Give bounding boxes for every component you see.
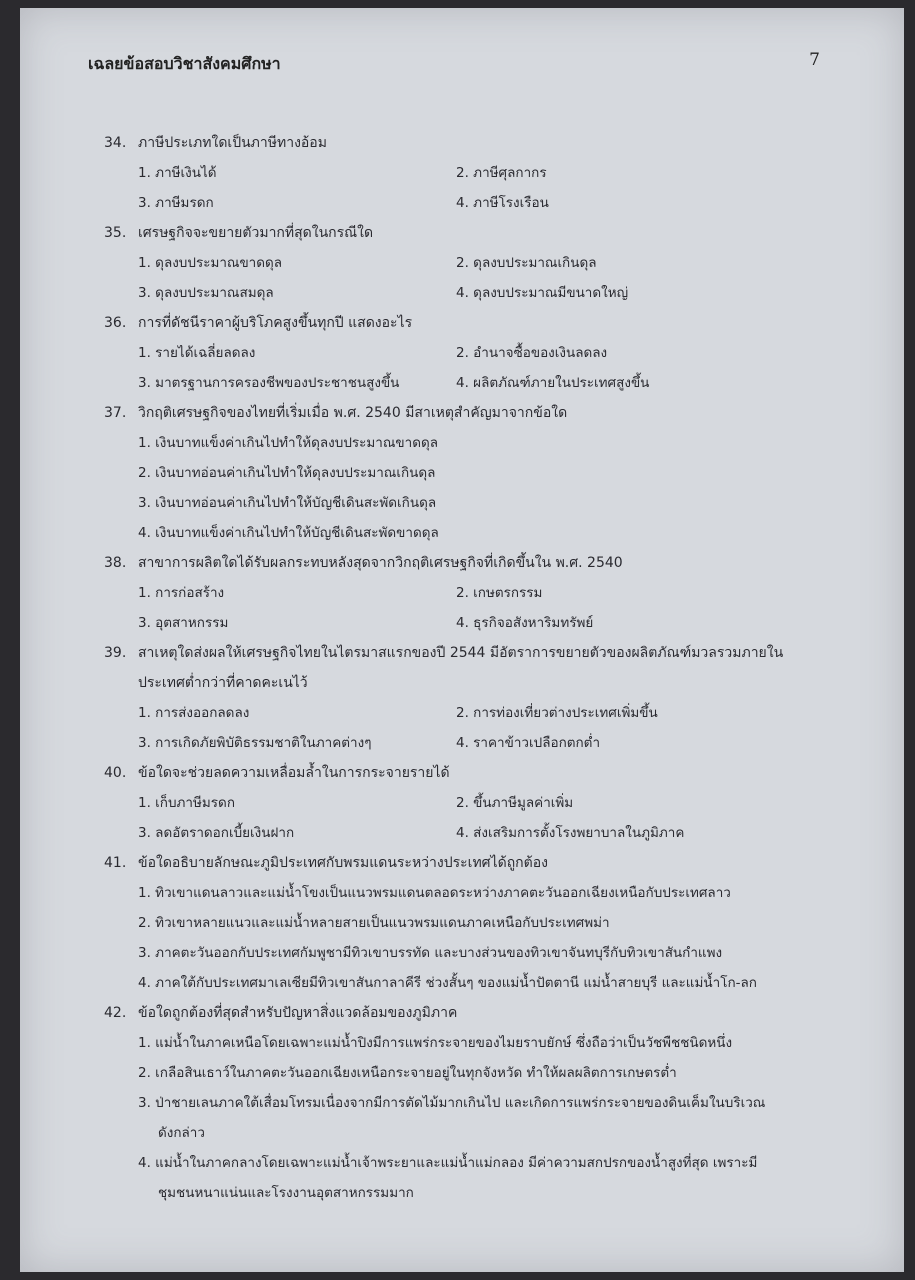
option-3: 3. ภาคตะวันออกกับประเทศกัมพูชามีทิวเขาบรรทัด และบางส่วนของทิวเขาจันทบุรีกับทิวเขาสันกำแพง [138, 945, 723, 961]
question-41 [104, 848, 844, 998]
question-number: 37. [104, 405, 127, 421]
question-text: ข้อใดถูกต้องที่สุดสำหรับปัญหาสิ่งแวดล้อมของภูมิภาค [138, 1005, 458, 1021]
option-1: 1. ทิวเขาแดนลาวและแม่น้ำโขงเป็นแนวพรมแดนตลอดระหว่างภาคตะวันออกเฉียงเหนือกับประเทศลาว [138, 885, 731, 901]
option-1: 1. การส่งออกลดลง [138, 705, 250, 721]
option-3: 3. อุตสาหกรรม [138, 615, 229, 631]
option-4: 4. ธุรกิจอสังหาริมทรัพย์ [456, 615, 594, 631]
question-number: 35. [104, 225, 127, 241]
option-2: 2. เงินบาทอ่อนค่าเกินไปทำให้ดุลงบประมาณเกินดุล [138, 465, 436, 481]
question-36 [104, 308, 844, 398]
question-number: 42. [104, 1005, 127, 1021]
question-text: เศรษฐกิจจะขยายตัวมากที่สุดในกรณีใด [138, 225, 374, 241]
option-4: 4. ภาคใต้กับประเทศมาเลเซียมีทิวเขาสันกาลาคีรี ช่วงสั้นๆ ของแม่น้ำปัตตานี แม่น้ำสายบุรี และแม่น้ำโก-ลก [138, 975, 757, 991]
page-header [88, 52, 820, 82]
question-list [104, 128, 844, 1208]
option-1: 1. รายได้เฉลี่ยลดลง [138, 345, 256, 361]
option-2: 2. ขึ้นภาษีมูลค่าเพิ่ม [456, 795, 574, 811]
option-3-continued: ดังกล่าว [158, 1125, 205, 1141]
option-4: 4. ดุลงบประมาณมีขนาดใหญ่ [456, 285, 629, 301]
question-text: ข้อใดอธิบายลักษณะภูมิประเทศกับพรมแดนระหว่างประเทศได้ถูกต้อง [138, 855, 548, 871]
header-title: เฉลยข้อสอบวิชาสังคมศึกษา [88, 54, 281, 73]
question-number: 41. [104, 855, 127, 871]
option-3: 3. การเกิดภัยพิบัติธรรมชาติในภาคต่างๆ [138, 735, 372, 751]
question-number: 40. [104, 765, 127, 781]
option-4: 4. ราคาข้าวเปลือกตกต่ำ [456, 735, 601, 751]
option-1: 1. เงินบาทแข็งค่าเกินไปทำให้ดุลงบประมาณขาดดุล [138, 435, 439, 451]
option-3: 3. ดุลงบประมาณสมดุล [138, 285, 274, 301]
question-40 [104, 758, 844, 848]
question-37 [104, 398, 844, 548]
question-text: ภาษีประเภทใดเป็นภาษีทางอ้อม [138, 135, 327, 151]
question-38 [104, 548, 844, 638]
option-3: 3. เงินบาทอ่อนค่าเกินไปทำให้บัญชีเดินสะพัดเกินดุล [138, 495, 437, 511]
option-4: 4. เงินบาทแข็งค่าเกินไปทำให้บัญชีเดินสะพัดขาดดุล [138, 525, 439, 541]
option-4: 4. ส่งเสริมการตั้งโรงพยาบาลในภูมิภาค [456, 825, 685, 841]
question-number: 39. [104, 645, 127, 661]
question-text: วิกฤติเศรษฐกิจของไทยที่เริ่มเมื่อ พ.ศ. 2540 มีสาเหตุสำคัญมาจากข้อใด [138, 405, 568, 421]
option-1: 1. การก่อสร้าง [138, 585, 225, 601]
option-3: 3. มาตรฐานการครองชีพของประชาชนสูงขึ้น [138, 375, 400, 391]
question-text: การที่ดัชนีราคาผู้บริโภคสูงขึ้นทุกปี แสดงอะไร [138, 315, 413, 331]
question-35 [104, 218, 844, 308]
question-text-continued: ประเทศต่ำกว่าที่คาดคะเนไว้ [138, 675, 308, 691]
option-2: 2. ภาษีศุลกากร [456, 165, 547, 181]
option-1: 1. ภาษีเงินได้ [138, 165, 217, 181]
option-4: 4. แม่น้ำในภาคกลางโดยเฉพาะแม่น้ำเจ้าพระยาและแม่น้ำแม่กลอง มีค่าความสกปรกของน้ำสูงที่สุด เพราะมี [138, 1155, 758, 1171]
question-text: สาขาการผลิตใดได้รับผลกระทบหลังสุดจากวิกฤติเศรษฐกิจที่เกิดขึ้นใน พ.ศ. 2540 [138, 555, 623, 571]
option-2: 2. ทิวเขาหลายแนวและแม่น้ำหลายสายเป็นแนวพรมแดนภาคเหนือกับประเทศพม่า [138, 915, 610, 931]
option-3: 3. ป่าชายเลนภาคใต้เสื่อมโทรมเนื่องจากมีการตัดไม้มากเกินไป และเกิดการแพร่กระจายของดินเค็มในบริเวณ [138, 1095, 766, 1111]
question-42 [104, 998, 844, 1208]
question-39 [104, 638, 844, 758]
question-number: 38. [104, 555, 127, 571]
option-2: 2. เกษตรกรรม [456, 585, 543, 601]
option-1: 1. ดุลงบประมาณขาดดุล [138, 255, 283, 271]
question-number: 36. [104, 315, 127, 331]
option-1: 1. แม่น้ำในภาคเหนือโดยเฉพาะแม่น้ำปิงมีการแพร่กระจายของไมยราบยักษ์ ซึ่งถือว่าเป็นวัชพืชชนิดหนึ่ง [138, 1035, 733, 1051]
option-2: 2. ดุลงบประมาณเกินดุล [456, 255, 597, 271]
option-2: 2. อำนาจซื้อของเงินลดลง [456, 345, 608, 361]
option-3: 3. ลดอัตราดอกเบี้ยเงินฝาก [138, 825, 295, 841]
page-number: 7 [809, 50, 820, 70]
option-1: 1. เก็บภาษีมรดก [138, 795, 235, 811]
question-text: สาเหตุใดส่งผลให้เศรษฐกิจไทยในไตรมาสแรกของปี 2544 มีอัตราการขยายตัวของผลิตภัณฑ์มวลรวมภายใน [138, 645, 784, 661]
option-3: 3. ภาษีมรดก [138, 195, 214, 211]
option-2: 2. เกลือสินเธาว์ในภาคตะวันออกเฉียงเหนือกระจายอยู่ในทุกจังหวัด ทำให้ผลผลิตการเกษตรต่ำ [138, 1065, 677, 1081]
exam-page [20, 8, 904, 1272]
option-2: 2. การท่องเที่ยวต่างประเทศเพิ่มขึ้น [456, 705, 658, 721]
question-text: ข้อใดจะช่วยลดความเหลื่อมล้ำในการกระจายรายได้ [138, 765, 450, 781]
question-number: 34. [104, 135, 127, 151]
option-4: 4. ผลิตภัณฑ์ภายในประเทศสูงขึ้น [456, 375, 650, 391]
question-34 [104, 128, 844, 218]
option-4-continued: ชุมชนหนาแน่นและโรงงานอุตสาหกรรมมาก [158, 1185, 414, 1201]
option-4: 4. ภาษีโรงเรือน [456, 195, 549, 211]
